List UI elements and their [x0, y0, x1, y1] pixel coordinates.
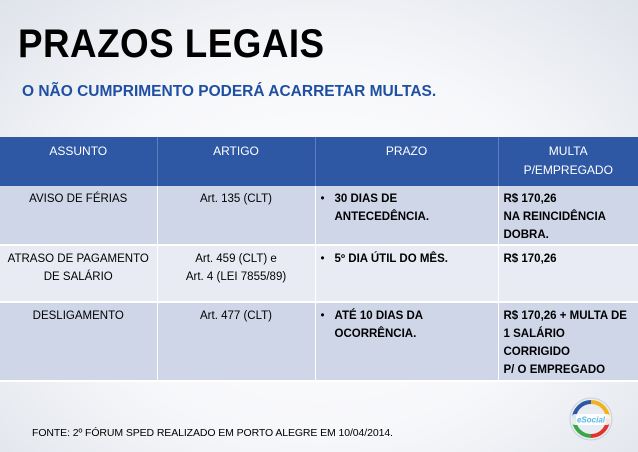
esocial-logo-icon	[566, 396, 616, 442]
cell-multa	[498, 245, 638, 302]
table-row	[0, 302, 638, 381]
cell-text: DOBRA.	[503, 229, 549, 241]
header-multa	[498, 137, 638, 186]
cell-text: 30 DIAS DE	[334, 193, 398, 205]
cell-text: 1 SALÁRIO CORRIGIDO	[503, 328, 570, 358]
cell-text: R$ 170,26 + MULTA DE	[503, 310, 627, 322]
header-prazo: PRAZO	[315, 137, 498, 186]
cell-text: Art. 135 (CLT)	[200, 193, 272, 205]
cell-prazo	[315, 245, 498, 302]
cell-text: DESLIGAMENTO	[32, 310, 124, 322]
cell-artigo	[157, 186, 315, 245]
cell-assunto	[0, 302, 157, 381]
cell-text: DE SALÁRIO	[43, 271, 113, 283]
cell-artigo	[157, 302, 315, 381]
cell-assunto	[0, 245, 157, 302]
bullet-icon: •	[320, 253, 325, 265]
cell-prazo	[315, 186, 498, 245]
logo-text: eSocial	[576, 415, 606, 425]
cell-text: AVISO DE FÉRIAS	[29, 193, 128, 205]
bullet-icon: •	[320, 193, 325, 205]
cell-text: P/ O EMPREGADO	[503, 364, 606, 376]
cell-text: 5º DIA ÚTIL DO MÊS.	[334, 253, 448, 265]
cell-text: R$ 170,26	[503, 193, 557, 205]
cell-text: Art. 477 (CLT)	[200, 310, 272, 322]
cell-assunto	[0, 186, 157, 245]
header-multa-line1: MULTA	[548, 144, 588, 158]
cell-prazo	[315, 302, 498, 381]
header-artigo: ARTIGO	[157, 137, 315, 186]
page-title: PRAZOS LEGAIS	[18, 22, 325, 66]
cell-text: OCORRÊNCIA.	[334, 328, 417, 340]
cell-text: ATÉ 10 DIAS DA	[334, 310, 424, 322]
cell-text: Art. 4 (LEI 7855/89)	[185, 271, 287, 283]
cell-artigo	[157, 245, 315, 302]
deadlines-table	[0, 137, 638, 382]
table-row	[0, 186, 638, 245]
bullet-icon: •	[320, 310, 325, 322]
page-subtitle: O NÃO CUMPRIMENTO PODERÁ ACARRETAR MULTAS.	[22, 83, 437, 100]
header-assunto: ASSUNTO	[0, 137, 157, 186]
cell-text: ATRASO DE PAGAMENTO	[7, 253, 149, 265]
cell-text: ANTECEDÊNCIA.	[334, 211, 430, 223]
table-row	[0, 245, 638, 302]
cell-text: NA REINCIDÊNCIA	[503, 211, 606, 223]
cell-multa	[498, 302, 638, 381]
cell-multa	[498, 186, 638, 245]
cell-text: R$ 170,26	[503, 253, 557, 265]
cell-text: Art. 459 (CLT) e	[195, 253, 277, 265]
source-footnote: FONTE: 2º FÓRUM SPED REALIZADO EM PORTO ALEGRE EM 10/04/2014.	[32, 427, 393, 439]
table-header-row	[0, 137, 638, 186]
header-multa-line2: P/EMPREGADO	[523, 163, 613, 177]
